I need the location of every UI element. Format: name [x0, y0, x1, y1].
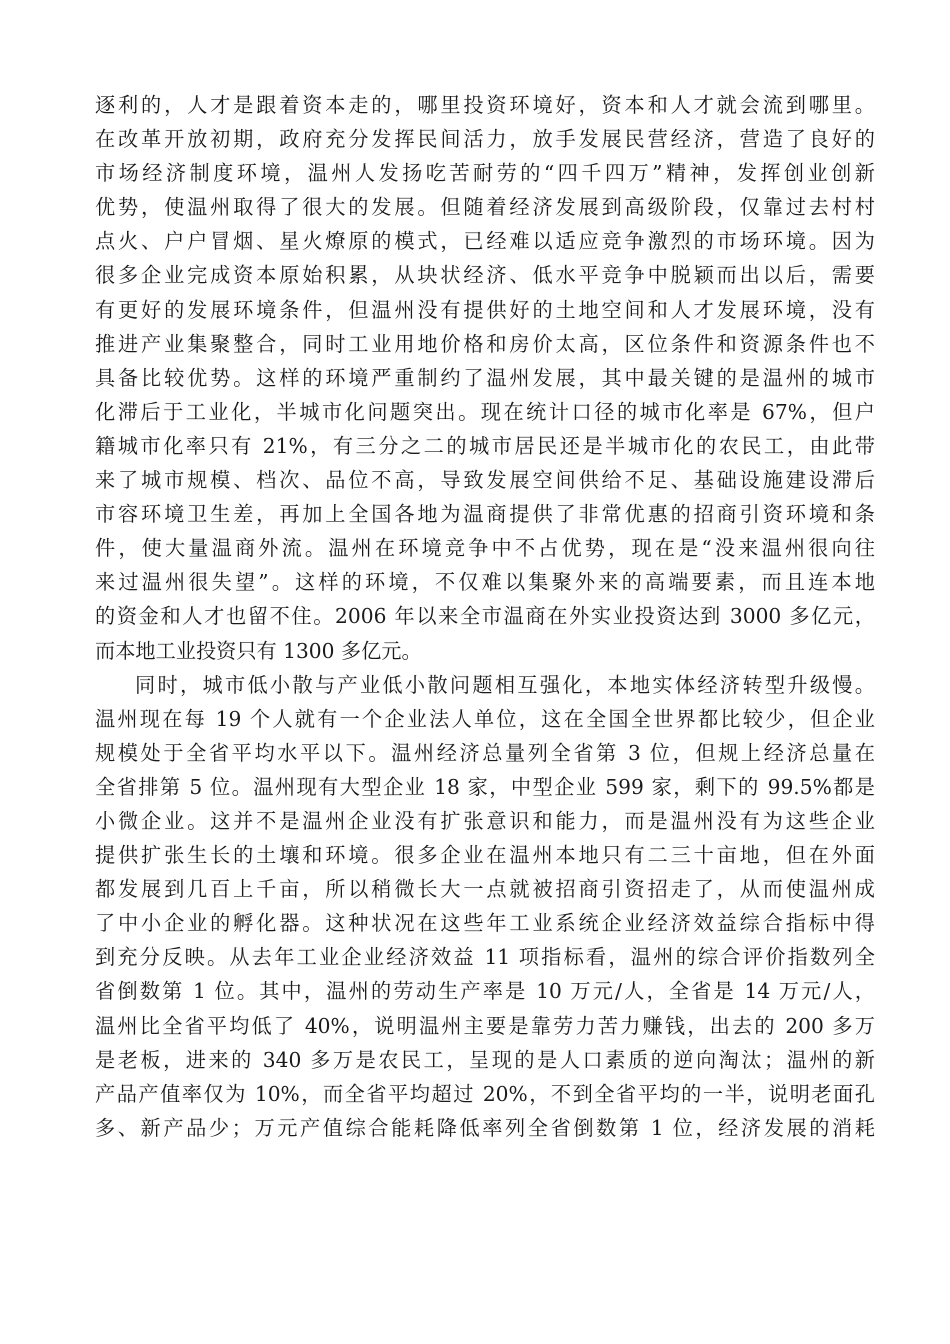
text-line: 省倒数第 1 位。其中，温州的劳动生产率是 10 万元/人，全省是 14 万元/人， — [95, 979, 875, 1004]
text-line: 来过温州很失望”。这样的环境，不仅难以集聚外来的高端要素，而且连本地 — [95, 570, 875, 595]
text-line: 优势，使温州取得了很大的发展。但随着经济发展到高级阶段，仅靠过去村村 — [95, 195, 875, 220]
text-line: 市容环境卫生差，再加上全国各地为温商提供了非常优惠的招商引资环境和条 — [95, 502, 875, 527]
text-line: 来了城市规模、档次、品位不高，导致发展空间供给不足、基础设施建设滞后 — [95, 468, 875, 493]
paragraph-urbanization — [95, 88, 875, 668]
text-line: 同时，城市低小散与产业低小散问题相互强化，本地实体经济转型升级慢。 — [135, 672, 875, 697]
text-line: 是老板，进来的 340 多万是农民工，呈现的是人口素质的逆向淘汰；温州的新 — [95, 1047, 875, 1072]
text-line: 全省排第 5 位。温州现有大型企业 18 家，中型企业 599 家，剩下的 99.5%都是 — [95, 774, 875, 799]
text-line: 小微企业。这并不是温州企业没有扩张意识和能力，而是温州没有为这些企业 — [95, 808, 875, 833]
text-line: 温州现在每 19 个人就有一个企业法人单位，这在全国全世界都比较少，但企业 — [95, 706, 875, 731]
text-line: 到充分反映。从去年工业企业经济效益 11 项指标看，温州的综合评价指数列全 — [95, 945, 875, 970]
text-line: 产品产值率仅为 10%，而全省平均超过 20%，不到全省平均的一半，说明老面孔 — [95, 1081, 875, 1106]
text-line: 件，使大量温商外流。温州在环境竞争中不占优势，现在是“没来温州很向往 — [95, 536, 875, 561]
text-line: 提供扩张生长的土壤和环境。很多企业在温州本地只有二三十亩地，但在外面 — [95, 843, 875, 868]
text-line: 在改革开放初期，政府充分发挥民间活力，放手发展民营经济，营造了良好的 — [95, 127, 875, 152]
text-line: 了中小企业的孵化器。这种状况在这些年工业系统企业经济效益综合指标中得 — [95, 911, 875, 936]
text-line: 很多企业完成资本原始积累，从块状经济、低水平竞争中脱颖而出以后，需要 — [95, 263, 875, 288]
text-line: 点火、户户冒烟、星火燎原的模式，已经难以适应竞争激烈的市场环境。因为 — [95, 229, 875, 254]
text-line: 温州比全省平均低了 40%，说明温州主要是靠劳力苦力赚钱，出去的 200 多万 — [95, 1013, 875, 1038]
text-line: 的资金和人才也留不住。2006 年以来全市温商在外实业投资达到 3000 多亿元， — [95, 604, 875, 629]
text-line: 籍城市化率只有 21%，有三分之二的城市居民还是半城市化的农民工，由此带 — [95, 433, 875, 458]
text-line: 都发展到几百上千亩，所以稍微长大一点就被招商引资招走了，从而使温州成 — [95, 877, 875, 902]
text-line: 而本地工业投资只有 1300 多亿元。 — [95, 638, 422, 663]
text-line: 推进产业集聚整合，同时工业用地价格和房价太高，区位条件和资源条件也不 — [95, 331, 875, 356]
paragraph-industry — [95, 668, 875, 1145]
text-line: 规模处于全省平均水平以下。温州经济总量列全省第 3 位，但规上经济总量在 — [95, 740, 875, 765]
text-line: 化滞后于工业化，半城市化问题突出。现在统计口径的城市化率是 67%，但户 — [95, 399, 875, 424]
text-line: 市场经济制度环境，温州人发扬吃苦耐劳的“四千四万”精神，发挥创业创新 — [95, 161, 875, 186]
document-body — [95, 88, 875, 1145]
text-line: 逐利的，人才是跟着资本走的，哪里投资环境好，资本和人才就会流到哪里。 — [95, 93, 875, 117]
text-line: 多、新产品少；万元产值综合能耗降低率列全省倒数第 1 位，经济发展的消耗 — [95, 1115, 875, 1140]
text-line: 具备比较优势。这样的环境严重制约了温州发展，其中最关键的是温州的城市 — [95, 365, 875, 390]
text-line: 有更好的发展环境条件，但温州没有提供好的土地空间和人才发展环境，没有 — [95, 297, 875, 322]
